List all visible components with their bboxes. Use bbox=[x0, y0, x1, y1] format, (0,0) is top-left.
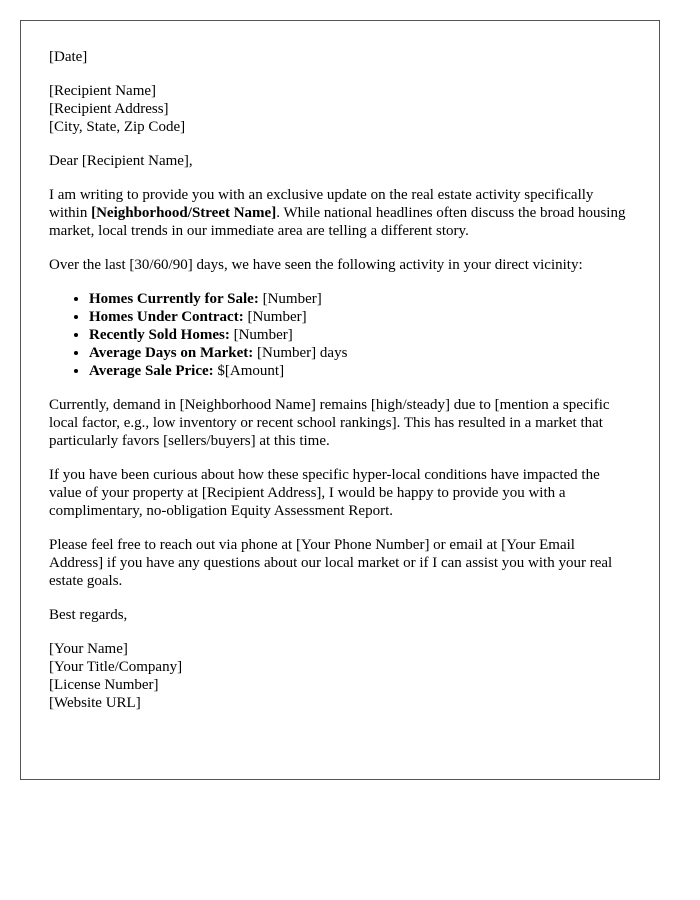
list-item bbox=[89, 290, 631, 308]
letter-page bbox=[20, 20, 660, 780]
signature-license: [License Number] bbox=[49, 677, 159, 693]
recipient-address: [Recipient Address] bbox=[49, 101, 169, 117]
stat-value: [Number] days bbox=[253, 345, 348, 361]
list-item bbox=[89, 308, 631, 326]
contact-paragraph: Please feel free to reach out via phone at [Your Phone Number] or email at [Your Email Address] if you have any questions about our local market or if I can assist you with your real estate goals. bbox=[49, 537, 613, 589]
intro-paragraph bbox=[49, 186, 631, 240]
recipient-city-state-zip: [City, State, Zip Code] bbox=[49, 119, 186, 135]
list-item bbox=[89, 326, 631, 344]
stats-list bbox=[49, 290, 631, 380]
stat-label: Recently Sold Homes: bbox=[89, 327, 230, 343]
intro-text-after: . While national headlines often discuss the broad housing market, local trends in our immediate area are telling a different story. bbox=[49, 205, 626, 239]
intro-neighborhood: [Neighborhood/Street Name] bbox=[91, 205, 277, 221]
recipient-block bbox=[49, 82, 631, 136]
salutation: Dear [Recipient Name], bbox=[49, 153, 193, 169]
letter-date: [Date] bbox=[49, 49, 88, 65]
demand-paragraph: Currently, demand in [Neighborhood Name] remains [high/steady] due to [mention a specific local factor, e.g., low inventory or recent school rankings]. This has resulted in a market that particularly favors [sellers/buyers] at this time. bbox=[49, 397, 610, 449]
signature-website: [Website URL] bbox=[49, 695, 141, 711]
stat-value: [Number] bbox=[243, 309, 307, 325]
signature-block bbox=[49, 640, 631, 712]
signature-title-company: [Your Title/Company] bbox=[49, 659, 183, 675]
stat-value: [Number] bbox=[229, 327, 293, 343]
offer-paragraph: If you have been curious about how these specific hyper-local conditions have impacted the value of your property at [Recipient Address], I would be happy to provide you with a complimentary, no-obligation Equity Assessment Report. bbox=[49, 467, 600, 519]
intro-text-before: I am writing to provide you with an exclusive update on the real estate activity specifically within bbox=[49, 187, 594, 221]
stat-value: $[Amount] bbox=[213, 363, 285, 379]
recipient-name: [Recipient Name] bbox=[49, 83, 157, 99]
stat-label: Homes Currently for Sale: bbox=[89, 291, 259, 307]
list-item bbox=[89, 362, 631, 380]
stat-label: Homes Under Contract: bbox=[89, 309, 244, 325]
signature-name: [Your Name] bbox=[49, 641, 128, 657]
closing: Best regards, bbox=[49, 607, 128, 623]
activity-intro: Over the last [30/60/90] days, we have seen the following activity in your direct vicinity: bbox=[49, 257, 583, 273]
stat-value: [Number] bbox=[258, 291, 322, 307]
stat-label: Average Sale Price: bbox=[89, 363, 214, 379]
list-item bbox=[89, 344, 631, 362]
stat-label: Average Days on Market: bbox=[89, 345, 254, 361]
